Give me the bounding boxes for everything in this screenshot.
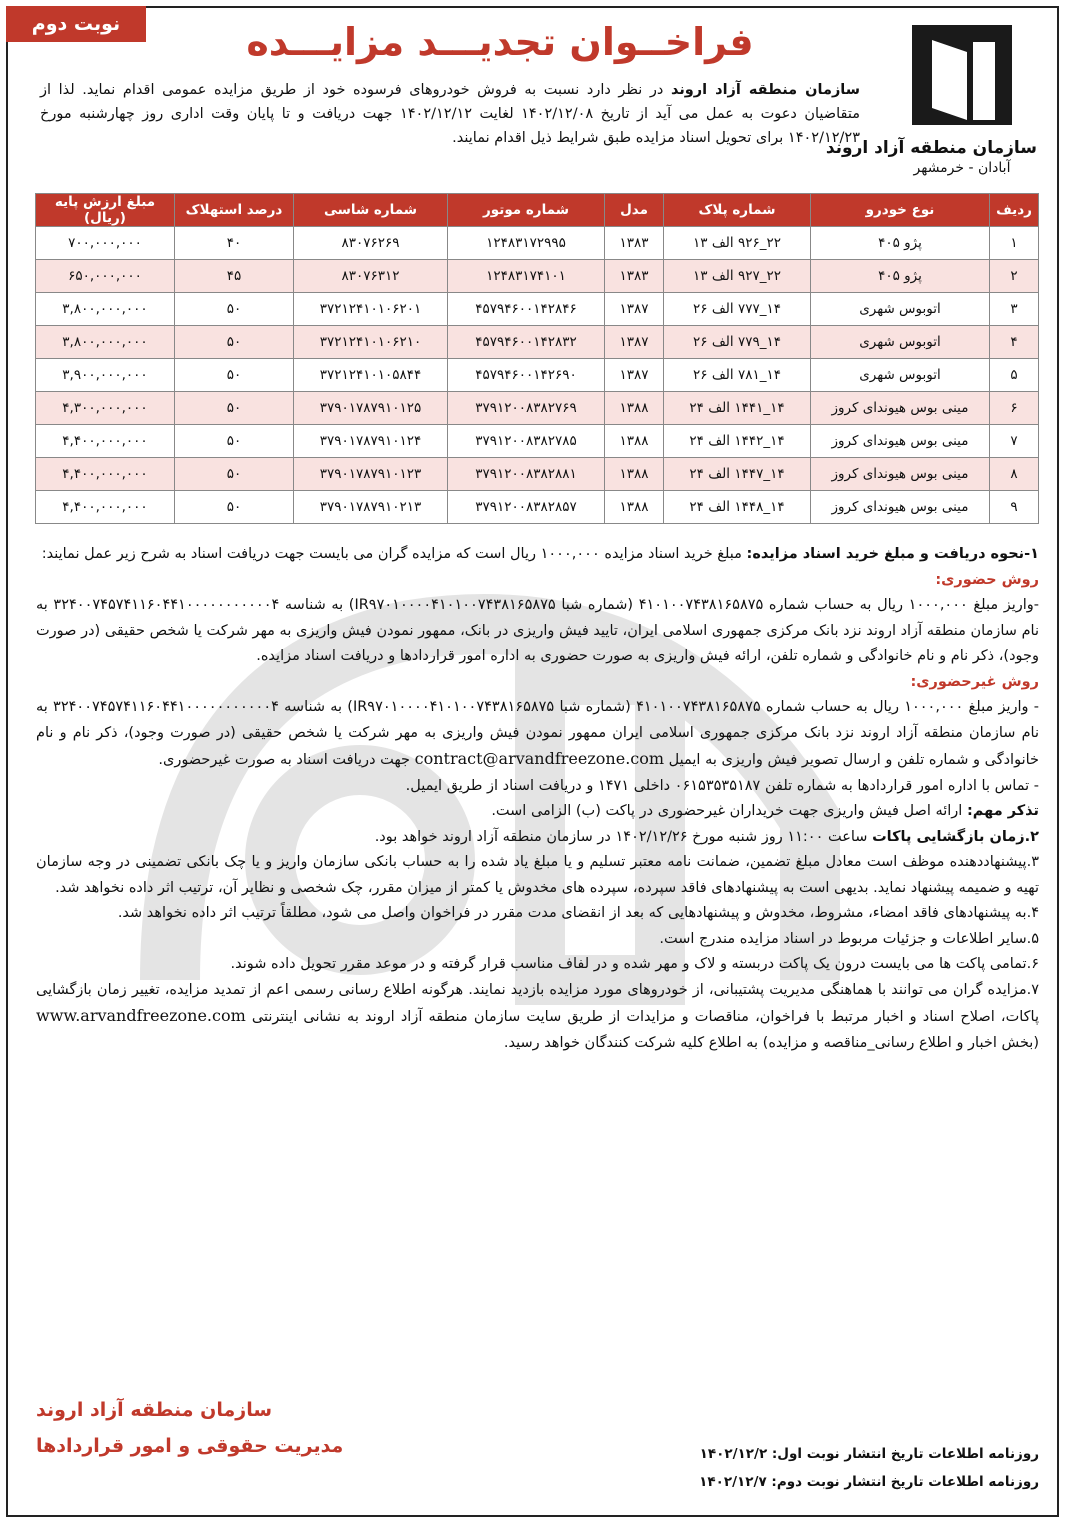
logo-org-name: سازمان منطقه آزاد اروند (825, 138, 1037, 158)
vehicles-table (35, 193, 1039, 524)
section-7 (36, 978, 1039, 1057)
online-text-1: - واریز مبلغ ۱۰۰۰,۰۰۰ ریال به حساب شماره ۴۱۰۱۰۰۷۴۳۸۱۶۵۸۷۵ (شماره شبا IR۹۷۰۱۰۰۰۰۴۱۰۱۰۰۷۴۳۸۱۶۵۸۷۵) به شناسه ۳۲۴۰۰۷۴۵۷۴۱۱۶۰۴۴۱۰۰۰۰۰۰۰۰۰۰۰۴ به نام سازمان منطقه آزاد اروند نزد بانک مرکزی جمهوری اسلامی ایران ممهور نمودن فیش واریزی به مهر شرکت یا شخص حقیقی (در صورت وجود)، ذکر نام و نام خانوادگی و شماره تلفن و ارسال تصویر فیش واریزی به ایمیل (36, 699, 1039, 768)
cell: ۵۰ (175, 326, 294, 359)
cell: اتوبوس شهری (811, 359, 990, 392)
publication-second: روزنامه اطلاعات تاریخ انتشار نوبت دوم: ۱۴۰۲/۱۲/۷ (699, 1474, 1039, 1490)
cell: ۱۲۴۸۳۱۷۴۱۰۱ (448, 260, 605, 293)
online-text-2: جهت دریافت اسناد به صورت غیرحضوری. (158, 752, 415, 768)
cell: ۱۴_۱۴۴۱ الف ۲۴ (664, 392, 811, 425)
cell: ۸ (990, 458, 1039, 491)
org-logo (825, 20, 1037, 185)
cell: ۳۷۹۰۱۷۸۷۹۱۰۱۲۵ (294, 392, 448, 425)
section-7-text-b: (بخش اخبار و اطلاع رسانی_مناقصه و مزایده) به اطلاع کلیه شرکت کنندگان خواهد رسید. (503, 1034, 1039, 1051)
cell: ۶ (990, 392, 1039, 425)
cell: ۱۳۸۸ (605, 392, 664, 425)
section-7-text-a: ۷.مزایده گران می توانند با هماهنگی مدیریت پشتیبانی، از خودروهای مورد مزایده بازدید نمایند. هرگونه اطلاع رسانی رسمی اعم از تمدید مزایده، تغییر زمان بازگشایی پاکات، اصلاح اسناد و اخبار مرتبط با فراخوان، مناقصات و مزایدات از طریق سایت سازمان منطقه آزاد اروند به نشانی اینترنتی (36, 981, 1039, 1025)
cell: پژو ۴۰۵ (811, 227, 990, 260)
cell: ۱۴_۱۴۴۸ الف ۲۴ (664, 491, 811, 524)
cell: ۱۴_۷۷۹ الف ۲۶ (664, 326, 811, 359)
cell: ۱۴_۷۸۱ الف ۲۶ (664, 359, 811, 392)
section-2 (36, 825, 1039, 851)
cell: ۵۰ (175, 425, 294, 458)
cell: ۵۰ (175, 491, 294, 524)
col-vehicle-type: نوع خودرو (811, 194, 990, 227)
second-round-badge: نوبت دوم (6, 6, 146, 42)
cell: ۱۳۸۸ (605, 491, 664, 524)
cell: ۳۷۲۱۲۴۱۰۱۰۵۸۴۴ (294, 359, 448, 392)
section-2-text: ساعت ۱۱:۰۰ روز شنبه مورخ ۱۴۰۲/۱۲/۲۶ در سازمان منطقه آزاد اروند خواهد بود. (374, 828, 873, 845)
signature-org: سازمان منطقه آزاد اروند (36, 1399, 273, 1421)
section-1-title: ۱-نحوه دریافت و مبلغ خرید اسناد مزایده: (746, 546, 1039, 562)
page-title: فراخــوان تجدیـــد مزایـــده (246, 20, 754, 64)
col-row: ردیف (990, 194, 1039, 227)
website-link[interactable]: www.arvandfreezone.com (36, 1006, 246, 1025)
cell: ۴۰ (175, 227, 294, 260)
note-title: تذکر مهم: (966, 803, 1039, 819)
cell: ۳۷۹۰۱۷۸۷۹۱۰۲۱۳ (294, 491, 448, 524)
cell: ۳,۸۰۰,۰۰۰,۰۰۰ (36, 293, 175, 326)
cell: مینی بوس هیوندای کروز (811, 491, 990, 524)
cell: ۴,۴۰۰,۰۰۰,۰۰۰ (36, 458, 175, 491)
contact-text: - تماس با اداره امور قراردادها به شماره تلفن ۰۶۱۵۳۵۳۵۱۸۷ داخلی ۱۴۷۱ و دریافت اسناد از طریق ایمیل. (405, 777, 1039, 794)
cell: ۳۷۹۱۲۰۰۸۳۸۲۷۶۹ (448, 392, 605, 425)
cell: ۲۲_۹۲۷ الف ۱۳ (664, 260, 811, 293)
cell: ۱۳۸۷ (605, 326, 664, 359)
cell: ۴,۴۰۰,۰۰۰,۰۰۰ (36, 425, 175, 458)
publication-first: روزنامه اطلاعات تاریخ انتشار نوبت اول: ۱۴۰۲/۱۲/۲ (699, 1446, 1039, 1462)
table-row (36, 458, 1039, 491)
section-1-text: مبلغ خرید اسناد مزایده ۱۰۰۰,۰۰۰ ریال است که مزایده گران می بایست جهت دریافت اسناد به شرح زیر عمل نمایند: (41, 546, 747, 562)
table-row (36, 425, 1039, 458)
col-chassis: شماره شاسی (294, 194, 448, 227)
cell: ۳ (990, 293, 1039, 326)
table-row (36, 392, 1039, 425)
cell: ۳۷۹۰۱۷۸۷۹۱۰۱۲۳ (294, 458, 448, 491)
cell: ۳,۸۰۰,۰۰۰,۰۰۰ (36, 326, 175, 359)
cell: ۵ (990, 359, 1039, 392)
cell: ۲۲_۹۲۶ الف ۱۳ (664, 227, 811, 260)
online-paragraph (36, 695, 1039, 774)
cell: ۲ (990, 260, 1039, 293)
cell: ۷ (990, 425, 1039, 458)
cell: ۳۷۹۱۲۰۰۸۳۸۲۷۸۵ (448, 425, 605, 458)
cell: ۹ (990, 491, 1039, 524)
cell: اتوبوس شهری (811, 293, 990, 326)
intro-paragraph (40, 78, 860, 150)
cell: ۱ (990, 227, 1039, 260)
cell: ۵۰ (175, 392, 294, 425)
cell: ۴۵۷۹۴۶۰۰۱۴۲۸۳۲ (448, 326, 605, 359)
cell: ۷۰۰,۰۰۰,۰۰۰ (36, 227, 175, 260)
cell: مینی بوس هیوندای کروز (811, 392, 990, 425)
cell: ۱۴_۱۴۴۲ الف ۲۴ (664, 425, 811, 458)
cell: ۳۷۹۱۲۰۰۸۳۸۲۸۵۷ (448, 491, 605, 524)
cell: مینی بوس هیوندای کروز (811, 425, 990, 458)
col-engine: شماره موتور (448, 194, 605, 227)
cell: ۱۳۸۷ (605, 293, 664, 326)
cell: ۱۴_۷۷۷ الف ۲۶ (664, 293, 811, 326)
arvand-logo-icon (907, 20, 1017, 130)
cell: ۳۷۹۰۱۷۸۷۹۱۰۱۲۴ (294, 425, 448, 458)
col-depreciation: درصد استهلاک (175, 194, 294, 227)
cell: ۸۳۰۷۶۳۱۲ (294, 260, 448, 293)
cell: پژو ۴۰۵ (811, 260, 990, 293)
cell: ۱۴_۱۴۴۷ الف ۲۴ (664, 458, 811, 491)
intro-org: سازمان منطقه آزاد اروند (670, 82, 861, 98)
signature-block (36, 1392, 396, 1464)
table-row (36, 359, 1039, 392)
table-row (36, 227, 1039, 260)
section-5: ۵.سایر اطلاعات و جزئیات مربوط در اسناد مزایده مندرج است. (659, 930, 1039, 947)
table-row (36, 491, 1039, 524)
cell: ۵۰ (175, 359, 294, 392)
conditions-section (36, 542, 1039, 1056)
cell: ۱۳۸۸ (605, 458, 664, 491)
cell: ۴۵۷۹۴۶۰۰۱۴۲۶۹۰ (448, 359, 605, 392)
email-link[interactable]: contract@arvandfreezone.com (414, 749, 665, 768)
section-3: ۳.پیشنهاددهنده موظف است معادل مبلغ تضمین، ضمانت نامه معتبر تسلیم و یا مبلغ یاد شده را به حساب بانکی سازمان واریز و یا چک بانکی تضمینی در وجه سازمان تهیه و ضمیمه پیشنهاد نماید. بدیهی است به پیشنهادهای فاقد سپرده، سپرده های مخدوش یا کمتر از میزان مقرر، چک شخصی و نظایر آن، ترتیب اثر داده نخواهد شد. (36, 854, 1039, 896)
cell: ۳,۹۰۰,۰۰۰,۰۰۰ (36, 359, 175, 392)
table-row (36, 293, 1039, 326)
cell: ۴۵ (175, 260, 294, 293)
cell: ۱۳۸۳ (605, 227, 664, 260)
cell: ۸۳۰۷۶۲۶۹ (294, 227, 448, 260)
note-text: ارائه اصل فیش واریزی جهت خریداران غیرحضوری در پاکت (ب) الزامی است. (491, 803, 967, 819)
section-1 (36, 542, 1039, 568)
logo-city: آبادان - خرمشهر (913, 160, 1011, 176)
table-body (36, 227, 1039, 524)
cell: ۴,۴۰۰,۰۰۰,۰۰۰ (36, 491, 175, 524)
col-model: مدل (605, 194, 664, 227)
section-4: ۴.به پیشنهادهای فاقد امضاء، مشروط، مخدوش و پیشنهادهایی که بعد از انقضای مدت مقرر در فراخوان واصل می شود، مطلقاً ترتیب اثر داده نخواهد شد. (117, 905, 1039, 921)
table-row (36, 260, 1039, 293)
cell: ۳۷۲۱۲۴۱۰۱۰۶۲۱۰ (294, 326, 448, 359)
cell: ۶۵۰,۰۰۰,۰۰۰ (36, 260, 175, 293)
section-2-title: ۲.زمان بازگشایی پاکات (872, 828, 1039, 845)
cell: ۴ (990, 326, 1039, 359)
note (36, 799, 1039, 825)
col-base-value: مبلغ ارزش پایه (ریال) (36, 194, 175, 227)
cell: ۱۳۸۸ (605, 425, 664, 458)
inperson-text: -واریز مبلغ ۱۰۰۰,۰۰۰ ریال به حساب شماره ۴۱۰۱۰۰۷۴۳۸۱۶۵۸۷۵ (شماره شبا IR۹۷۰۱۰۰۰۰۴۱۰۱۰۰۷۴۳۸۱۶۵۸۷۵) به شناسه ۳۲۴۰۰۷۴۵۷۴۱۱۶۰۴۴۱۰۰۰۰۰۰۰۰۰۰۰۴ به نام سازمان منطقه آزاد اروند نزد بانک مرکزی جمهوری اسلامی ایران، تایید فیش واریزی در بانک، ممهور نمودن فیش واریزی به مهر شرکت یا شخص حقیقی (در صورت وجود)، ذکر نام و نام خانوادگی و شماره تلفن، ارائه فیش واریزی به صورت حضوری به اداره امور قراردادها و دریافت اسناد مزایده. (36, 597, 1039, 664)
online-title: روش غیرحضوری: (910, 673, 1039, 690)
signature-department: مدیریت حقوقی و امور قراردادها (36, 1435, 344, 1457)
cell: مینی بوس هیوندای کروز (811, 458, 990, 491)
table-header-row (36, 194, 1039, 227)
cell: ۳۷۹۱۲۰۰۸۳۸۲۸۸۱ (448, 458, 605, 491)
intro-text: در نظر دارد نسبت به فروش خودروهای فرسوده خود از طریق مزایده عمومی اقدام نماید. لذا از متقاضیان دعوت به عمل می آید از تاریخ ۱۴۰۲/۱۲/۰۸ لغایت ۱۴۰۲/۱۲/۱۲ جهت دریافت و تا پایان وقت اداری روز چهارشنبه مورخ ۱۴۰۲/۱۲/۲۳ برای تحویل اسناد مزایده طبق شرایط ذیل اقدام نمایند. (40, 82, 860, 146)
publication-dates (619, 1440, 1039, 1496)
cell: ۱۲۴۸۳۱۷۲۹۹۵ (448, 227, 605, 260)
section-6: ۶.تمامی پاکت ها می بایست درون یک پاکت دربسته و لاک و مهر شده و در لفاف مناسب قرار گرفته و در موعد مقرر تحویل داده شوند. (230, 956, 1039, 972)
table-row (36, 326, 1039, 359)
cell: ۴,۳۰۰,۰۰۰,۰۰۰ (36, 392, 175, 425)
cell: اتوبوس شهری (811, 326, 990, 359)
inperson-title: روش حضوری: (935, 571, 1039, 588)
cell: ۱۳۸۳ (605, 260, 664, 293)
cell: ۳۷۲۱۲۴۱۰۱۰۶۲۰۱ (294, 293, 448, 326)
cell: ۵۰ (175, 458, 294, 491)
cell: ۱۳۸۷ (605, 359, 664, 392)
col-plate: شماره پلاک (664, 194, 811, 227)
cell: ۵۰ (175, 293, 294, 326)
cell: ۴۵۷۹۴۶۰۰۱۴۲۸۴۶ (448, 293, 605, 326)
